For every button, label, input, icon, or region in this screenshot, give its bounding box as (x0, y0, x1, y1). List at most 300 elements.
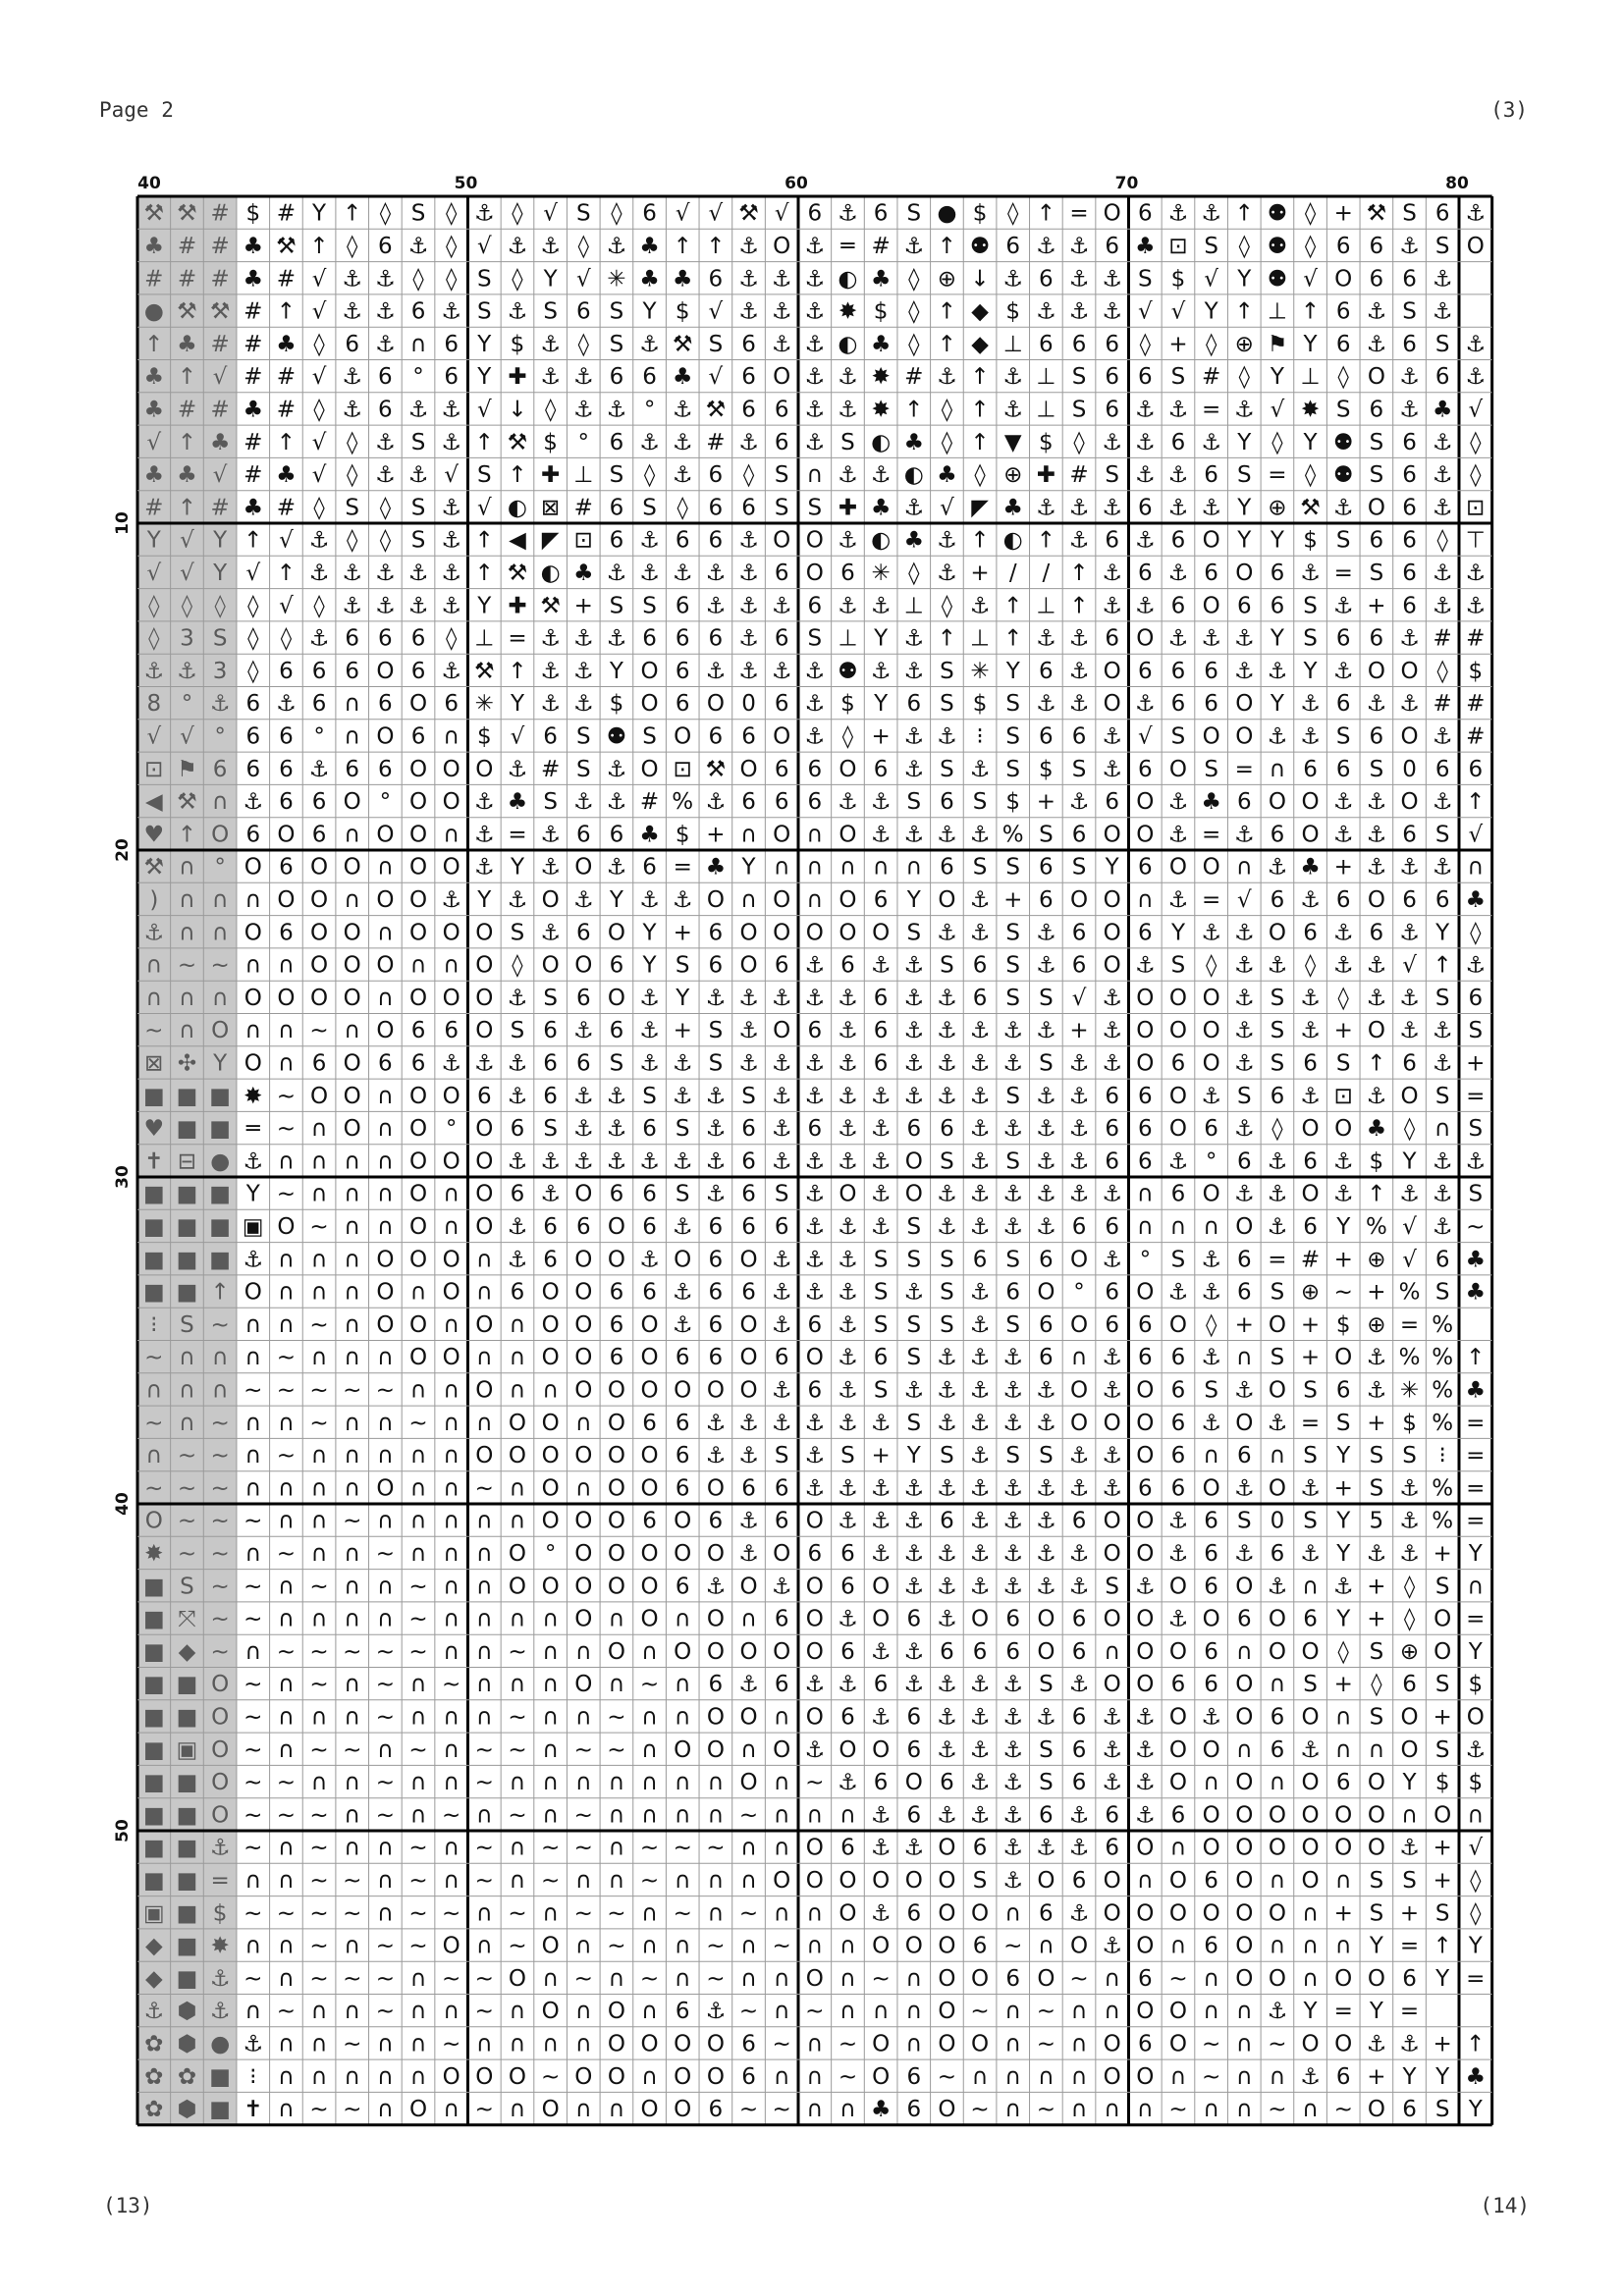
stitch-symbol: ⚒ (540, 593, 561, 619)
stitch-symbol: ⚓ (1399, 1508, 1420, 1534)
stitch-symbol: O (408, 985, 428, 1011)
stitch-symbol: ⚓ (969, 920, 991, 946)
stitch-symbol: ⚓ (540, 1148, 561, 1175)
stitch-symbol: 6 (1402, 560, 1417, 586)
stitch-symbol: ∩ (509, 1999, 526, 2025)
stitch-symbol: ⚉ (1332, 462, 1354, 489)
stitch-symbol: O (904, 1148, 923, 1175)
stitch-symbol: # (144, 266, 164, 293)
stitch-symbol: ∩ (509, 2097, 526, 2123)
stitch-symbol: ∩ (1004, 1900, 1022, 1927)
stitch-symbol: ° (181, 691, 193, 718)
stitch-symbol: ⚓ (375, 593, 396, 619)
stitch-symbol: S (477, 462, 492, 489)
stitch-symbol: O (674, 1247, 692, 1273)
stitch-symbol: ⚓ (738, 985, 759, 1011)
stitch-symbol: O (739, 1574, 758, 1600)
stitch-symbol: 6 (1335, 1770, 1351, 1796)
stitch-symbol: ⚓ (540, 854, 561, 881)
stitch-symbol: ⚓ (672, 462, 693, 489)
stitch-symbol: ■ (176, 1835, 198, 1861)
stitch-symbol: ⚓ (1399, 2031, 1420, 2057)
stitch-symbol: ♣ (209, 429, 231, 455)
stitch-symbol: ∩ (376, 854, 394, 881)
stitch-symbol: O (739, 1704, 758, 1731)
stitch-symbol: + (1399, 1900, 1420, 1927)
stitch-symbol: # (573, 495, 593, 521)
stitch-symbol: ⚓ (1366, 298, 1387, 325)
stitch-symbol: Y (213, 1050, 228, 1077)
stitch-symbol: ⚓ (937, 1475, 957, 1502)
stitch-symbol: O (408, 1213, 428, 1240)
stitch-symbol: + (1367, 593, 1386, 619)
stitch-symbol: 6 (807, 1311, 823, 1338)
stitch-symbol: % (1398, 1345, 1421, 1371)
stitch-symbol: ∩ (211, 789, 229, 816)
stitch-symbol: ⁝ (976, 723, 984, 750)
stitch-symbol: ⚓ (243, 2031, 264, 2057)
stitch-symbol: 6 (212, 756, 228, 782)
stitch-symbol: 6 (609, 952, 624, 979)
stitch-symbol: % (1432, 1508, 1454, 1534)
stitch-symbol: % (1365, 1213, 1387, 1240)
stitch-symbol: ⚓ (1036, 1410, 1056, 1436)
stitch-symbol: ∩ (344, 723, 361, 750)
stitch-symbol: ⤧ (178, 1606, 196, 1632)
stitch-symbol: ⚓ (1432, 593, 1453, 619)
stitch-symbol: ⚒ (705, 756, 727, 782)
stitch-symbol: 6 (1303, 1606, 1318, 1632)
stitch-symbol: ⚓ (937, 920, 957, 946)
stitch-symbol: O (574, 1574, 593, 1600)
stitch-symbol: ∩ (278, 1148, 295, 1175)
stitch-symbol: S (1434, 1574, 1450, 1600)
stitch-symbol: 6 (279, 920, 294, 946)
stitch-symbol: 6 (807, 1377, 823, 1404)
stitch-symbol: ↑ (673, 233, 692, 259)
stitch-symbol: ⚓ (1002, 1181, 1024, 1207)
stitch-symbol: 6 (1204, 1638, 1218, 1665)
stitch-symbol: ∩ (475, 1410, 493, 1436)
stitch-symbol: ∩ (344, 1213, 361, 1240)
stitch-symbol: O (508, 1443, 527, 1469)
stitch-symbol: O (1168, 854, 1188, 881)
stitch-symbol: ~ (970, 2097, 990, 2123)
stitch-symbol: ⚓ (606, 560, 627, 586)
stitch-symbol: 6 (1138, 560, 1153, 586)
stitch-symbol: ⚓ (705, 593, 727, 619)
stitch-symbol: ∩ (376, 920, 394, 946)
stitch-symbol: ~ (838, 2031, 858, 2057)
stitch-symbol: ◊ (412, 266, 424, 293)
stitch-symbol: ~ (276, 1443, 297, 1469)
stitch-symbol: ⚓ (1068, 1540, 1090, 1567)
stitch-symbol: ~ (210, 1540, 230, 1567)
stitch-symbol: O (310, 854, 329, 881)
stitch-symbol: ⚓ (407, 560, 429, 586)
stitch-symbol: 6 (609, 1018, 624, 1044)
stitch-symbol: ⚓ (1332, 1148, 1354, 1175)
stitch-symbol: ∩ (542, 1606, 560, 1632)
stitch-symbol: ∩ (1070, 1345, 1088, 1371)
stitch-symbol: S (972, 1867, 988, 1894)
stitch-symbol: ■ (142, 1213, 165, 1240)
stitch-symbol: ∩ (574, 1867, 592, 1894)
stitch-symbol: ⚓ (838, 1311, 858, 1338)
stitch-symbol: 6 (940, 854, 954, 881)
stitch-symbol: ⚓ (572, 658, 594, 684)
stitch-symbol: O (211, 1736, 230, 1763)
stitch-symbol: 6 (1105, 397, 1119, 423)
stitch-symbol: + (871, 1443, 891, 1469)
stitch-symbol: 6 (1071, 1638, 1087, 1665)
stitch-symbol: ⚓ (903, 1377, 925, 1404)
stitch-symbol: ∩ (443, 952, 460, 979)
stitch-symbol: ⚓ (903, 1574, 925, 1600)
stitch-symbol: 6 (1369, 266, 1384, 293)
stitch-symbol: 6 (345, 658, 360, 684)
stitch-symbol: ∩ (376, 1574, 394, 1600)
stitch-symbol: # (177, 397, 197, 423)
stitch-symbol: ↑ (1234, 298, 1254, 325)
stitch-symbol: O (739, 1377, 758, 1404)
stitch-symbol: O (1367, 1770, 1385, 1796)
stitch-symbol: O (1168, 1867, 1188, 1894)
stitch-symbol: ⚓ (1399, 397, 1420, 423)
stitch-symbol: ⚓ (1135, 1704, 1156, 1731)
stitch-symbol: ⚓ (1332, 593, 1354, 619)
stitch-symbol: O (674, 2063, 692, 2090)
stitch-symbol: ✳ (474, 691, 494, 718)
stitch-symbol: ∩ (310, 2063, 328, 2090)
stitch-symbol: ∩ (674, 1770, 691, 1796)
stitch-symbol: ~ (540, 1835, 561, 1861)
stitch-symbol: O (607, 1475, 625, 1502)
stitch-symbol: ∩ (1203, 1999, 1220, 2025)
stitch-symbol: O (739, 1638, 758, 1665)
stitch-symbol: O (408, 1148, 428, 1175)
stitch-symbol: ◊ (941, 593, 953, 619)
stitch-symbol: O (310, 985, 329, 1011)
stitch-symbol: O (475, 1181, 494, 1207)
stitch-symbol: S (410, 527, 426, 554)
stitch-symbol: # (210, 266, 230, 293)
stitch-symbol: ∩ (409, 1443, 427, 1469)
stitch-symbol: ⚓ (838, 1410, 858, 1436)
stitch-symbol: ♣ (572, 560, 594, 586)
stitch-symbol: ~ (177, 1443, 197, 1469)
stitch-symbol: 6 (1335, 331, 1351, 357)
stitch-symbol: ⚓ (1332, 952, 1354, 979)
stitch-symbol: O (674, 1638, 692, 1665)
stitch-symbol: O (376, 658, 395, 684)
stitch-symbol: ∩ (443, 1999, 460, 2025)
stitch-symbol: ∩ (409, 1377, 427, 1404)
stitch-symbol: 6 (873, 1018, 889, 1044)
stitch-symbol: ⚓ (1002, 1116, 1024, 1143)
stitch-symbol: ⚓ (1002, 1736, 1024, 1763)
column-number-label: 50 (454, 174, 478, 193)
stitch-symbol: ~ (243, 1377, 263, 1404)
stitch-symbol: O (1103, 1900, 1121, 1927)
stitch-symbol: 6 (609, 1311, 624, 1338)
stitch-symbol: S (1005, 920, 1021, 946)
stitch-symbol: 6 (642, 200, 657, 227)
stitch-symbol: ~ (474, 1835, 494, 1861)
stitch-symbol: O (541, 1999, 560, 2025)
stitch-symbol: # (871, 233, 891, 259)
stitch-symbol: 6 (1071, 1770, 1087, 1796)
stitch-symbol: ~ (276, 1116, 297, 1143)
stitch-symbol: S (1071, 397, 1087, 423)
stitch-symbol: S (1039, 1672, 1054, 1698)
stitch-symbol: ∩ (1235, 2031, 1253, 2057)
stitch-symbol: ◊ (1304, 200, 1317, 227)
stitch-symbol: ∩ (674, 1802, 691, 1829)
stitch-symbol: ~ (144, 1018, 164, 1044)
stitch-symbol: 6 (708, 495, 724, 521)
stitch-symbol: S (708, 1050, 724, 1077)
stitch-symbol: 6 (774, 691, 789, 718)
stitch-symbol: 6 (940, 789, 954, 816)
stitch-symbol: O (1434, 1638, 1452, 1665)
stitch-symbol: O (1268, 1638, 1286, 1665)
stitch-symbol: ∩ (740, 1606, 757, 1632)
stitch-symbol: = (210, 1867, 230, 1894)
stitch-symbol: O (408, 1116, 428, 1143)
stitch-symbol: Y (1336, 1443, 1351, 1469)
stitch-symbol: 6 (774, 1508, 789, 1534)
stitch-symbol: ⚓ (937, 1345, 957, 1371)
stitch-symbol: ═ (245, 1116, 260, 1143)
stitch-symbol: ■ (176, 1965, 198, 1992)
column-number-label: 60 (784, 174, 808, 193)
stitch-symbol: Y (642, 952, 657, 979)
stitch-symbol: ⚓ (1332, 658, 1354, 684)
stitch-symbol: ⚓ (1068, 1443, 1090, 1469)
stitch-symbol: Y (1336, 1606, 1351, 1632)
stitch-symbol: √ (1204, 266, 1218, 293)
stitch-symbol: ∩ (409, 1770, 427, 1796)
stitch-symbol: ~ (442, 1802, 461, 1829)
stitch-symbol: O (1168, 1116, 1188, 1143)
stitch-symbol: ⚓ (969, 1377, 991, 1404)
stitch-symbol: O (1103, 200, 1121, 227)
stitch-symbol: S (1071, 854, 1087, 881)
stitch-symbol: O (739, 1345, 758, 1371)
stitch-symbol: ⚓ (1465, 364, 1487, 391)
stitch-symbol: ↑ (508, 658, 527, 684)
stitch-symbol: ⚓ (243, 1247, 264, 1273)
stitch-symbol: ∩ (707, 1770, 725, 1796)
stitch-symbol: ⚓ (1068, 1116, 1090, 1143)
stitch-symbol: ⚓ (1036, 1083, 1056, 1109)
stitch-symbol: S (1138, 266, 1153, 293)
stitch-symbol: ⚓ (937, 1410, 957, 1436)
stitch-symbol: ♣ (705, 854, 727, 881)
stitch-symbol: ∩ (674, 1867, 691, 1894)
stitch-symbol: ∩ (310, 1148, 328, 1175)
stitch-symbol: Y (1237, 266, 1252, 293)
stitch-symbol: ⚓ (1432, 560, 1453, 586)
stitch-symbol: ♥ (143, 1116, 165, 1143)
stitch-symbol: ⚓ (276, 691, 297, 718)
stitch-symbol: ~ (309, 1311, 329, 1338)
stitch-symbol: O (1367, 658, 1385, 684)
stitch-symbol: ∩ (1070, 2097, 1088, 2123)
stitch-symbol: O (839, 886, 857, 913)
stitch-symbol: ⚓ (474, 200, 495, 227)
stitch-symbol: ⚓ (969, 1050, 991, 1077)
stitch-symbol: O (607, 2063, 625, 2090)
stitch-symbol: ~ (177, 1540, 197, 1567)
stitch-symbol: ◊ (1205, 1311, 1217, 1338)
stitch-symbol: = (1466, 1083, 1486, 1109)
stitch-symbol: 6 (1039, 723, 1054, 750)
stitch-symbol: ◊ (1073, 429, 1085, 455)
stitch-symbol: $ (510, 331, 525, 357)
stitch-symbol: ✳ (970, 658, 990, 684)
stitch-symbol: ⚓ (1002, 364, 1024, 391)
stitch-symbol: ⚓ (1002, 1867, 1024, 1894)
stitch-symbol: O (1136, 2063, 1155, 2090)
stitch-symbol: ∩ (1136, 2097, 1154, 2123)
stitch-symbol: 6 (1105, 364, 1119, 391)
stitch-symbol: ~ (442, 2031, 461, 2057)
stitch-symbol: ◊ (1436, 527, 1448, 554)
stitch-symbol: ∩ (310, 1345, 328, 1371)
stitch-symbol: ~ (210, 1638, 230, 1665)
stitch-symbol: 6 (1170, 429, 1186, 455)
stitch-symbol: 6 (906, 1704, 922, 1731)
stitch-symbol: ● (210, 1148, 231, 1175)
stitch-symbol: ~ (144, 1410, 164, 1436)
stitch-symbol: + (1466, 1050, 1486, 1077)
stitch-symbol: ⚓ (771, 593, 792, 619)
stitch-symbol: S (642, 593, 657, 619)
stitch-symbol: ∩ (1302, 1900, 1319, 1927)
stitch-symbol: ~ (639, 1965, 660, 1992)
stitch-symbol: 6 (774, 1475, 789, 1502)
stitch-symbol: 6 (708, 1345, 724, 1371)
stitch-symbol: S (873, 1247, 889, 1273)
stitch-symbol: ~ (442, 1672, 461, 1698)
stitch-symbol: O (1136, 1018, 1155, 1044)
stitch-symbol: ~ (540, 1867, 561, 1894)
stitch-symbol: O (607, 1377, 625, 1404)
stitch-symbol: ∩ (376, 1900, 394, 1927)
stitch-symbol: ~ (673, 1900, 692, 1927)
stitch-symbol: ∩ (773, 1770, 790, 1796)
stitch-symbol: ⚒ (143, 854, 165, 881)
stitch-symbol: # (210, 397, 230, 423)
stitch-symbol: √ (1170, 298, 1186, 325)
stitch-symbol: ∩ (1235, 1999, 1253, 2025)
stitch-symbol: ■ (142, 1802, 165, 1829)
stitch-symbol: ■ (176, 1116, 198, 1143)
stitch-symbol: ∩ (475, 1247, 493, 1273)
stitch-symbol: Y (1468, 1933, 1483, 1959)
stitch-symbol: O (1103, 1410, 1121, 1436)
stitch-symbol: 6 (279, 756, 294, 782)
stitch-symbol: O (310, 886, 329, 913)
stitch-symbol: O (1202, 1835, 1220, 1861)
stitch-symbol: ~ (442, 1965, 461, 1992)
stitch-symbol: O (1136, 1999, 1155, 2025)
stitch-symbol: 6 (609, 527, 624, 554)
stitch-symbol: ∩ (244, 1540, 262, 1567)
stitch-symbol: ~ (343, 1736, 362, 1763)
stitch-symbol: Y (1402, 2063, 1417, 2090)
stitch-symbol: ⚓ (705, 1181, 727, 1207)
stitch-symbol: 6 (906, 1802, 922, 1829)
stitch-symbol: ∩ (1334, 1736, 1352, 1763)
stitch-symbol: ⚓ (937, 1181, 957, 1207)
stitch-symbol: O (1168, 1574, 1188, 1600)
stitch-symbol: ◊ (148, 593, 160, 619)
stitch-symbol: O (574, 1508, 593, 1534)
stitch-symbol: 6 (1170, 1410, 1186, 1436)
stitch-symbol: S (1468, 1018, 1484, 1044)
stitch-symbol: O (1235, 1410, 1254, 1436)
stitch-symbol: O (1136, 985, 1155, 1011)
stitch-symbol: √ (708, 200, 724, 227)
stitch-symbol: 6 (741, 331, 756, 357)
stitch-symbol: ∩ (376, 1606, 394, 1632)
stitch-symbol: ■ (176, 1279, 198, 1306)
stitch-symbol: ∩ (1235, 854, 1253, 881)
stitch-symbol: O (376, 1279, 395, 1306)
stitch-symbol: O (1103, 1508, 1121, 1534)
stitch-symbol: O (1168, 2031, 1188, 2057)
stitch-symbol: 6 (279, 658, 294, 684)
stitch-symbol: √ (180, 527, 194, 554)
stitch-symbol: ◊ (1271, 1116, 1283, 1143)
stitch-symbol: ∩ (278, 1574, 295, 1600)
stitch-symbol: ∩ (574, 1475, 592, 1502)
stitch-symbol: ~ (243, 1672, 263, 1698)
stitch-symbol: ■ (209, 1116, 231, 1143)
stitch-symbol: ∩ (1104, 2097, 1121, 2123)
stitch-symbol: O (343, 1116, 361, 1143)
stitch-symbol: ● (210, 2031, 231, 2057)
stitch-symbol: ⚓ (1399, 364, 1420, 391)
stitch-symbol: ∩ (509, 1377, 526, 1404)
stitch-symbol: ↑ (937, 233, 957, 259)
stitch-symbol: ⚓ (804, 1083, 826, 1109)
stitch-symbol: % (1432, 1377, 1454, 1404)
stitch-symbol: ∩ (806, 2031, 824, 2057)
stitch-symbol: ~ (210, 1475, 230, 1502)
stitch-symbol: ∩ (1004, 2097, 1022, 2123)
stitch-symbol: ⚓ (1036, 298, 1056, 325)
stitch-symbol: ⚓ (969, 1672, 991, 1698)
stitch-symbol: ~ (508, 1736, 527, 1763)
stitch-symbol: ■ (142, 1247, 165, 1273)
stitch-symbol: 6 (1236, 1606, 1252, 1632)
stitch-symbol: 6 (1204, 1867, 1218, 1894)
stitch-symbol: O (1202, 593, 1220, 619)
stitch-symbol: ∩ (244, 1475, 262, 1502)
stitch-symbol: 6 (345, 625, 360, 652)
stitch-symbol: ∩ (1269, 2063, 1286, 2090)
stitch-symbol: ✣ (177, 1050, 197, 1077)
stitch-symbol: = (1333, 1999, 1353, 2025)
stitch-symbol: + (1367, 1606, 1386, 1632)
stitch-symbol: ∩ (574, 1704, 592, 1731)
stitch-symbol: O (674, 723, 692, 750)
stitch-symbol: O (706, 1377, 725, 1404)
